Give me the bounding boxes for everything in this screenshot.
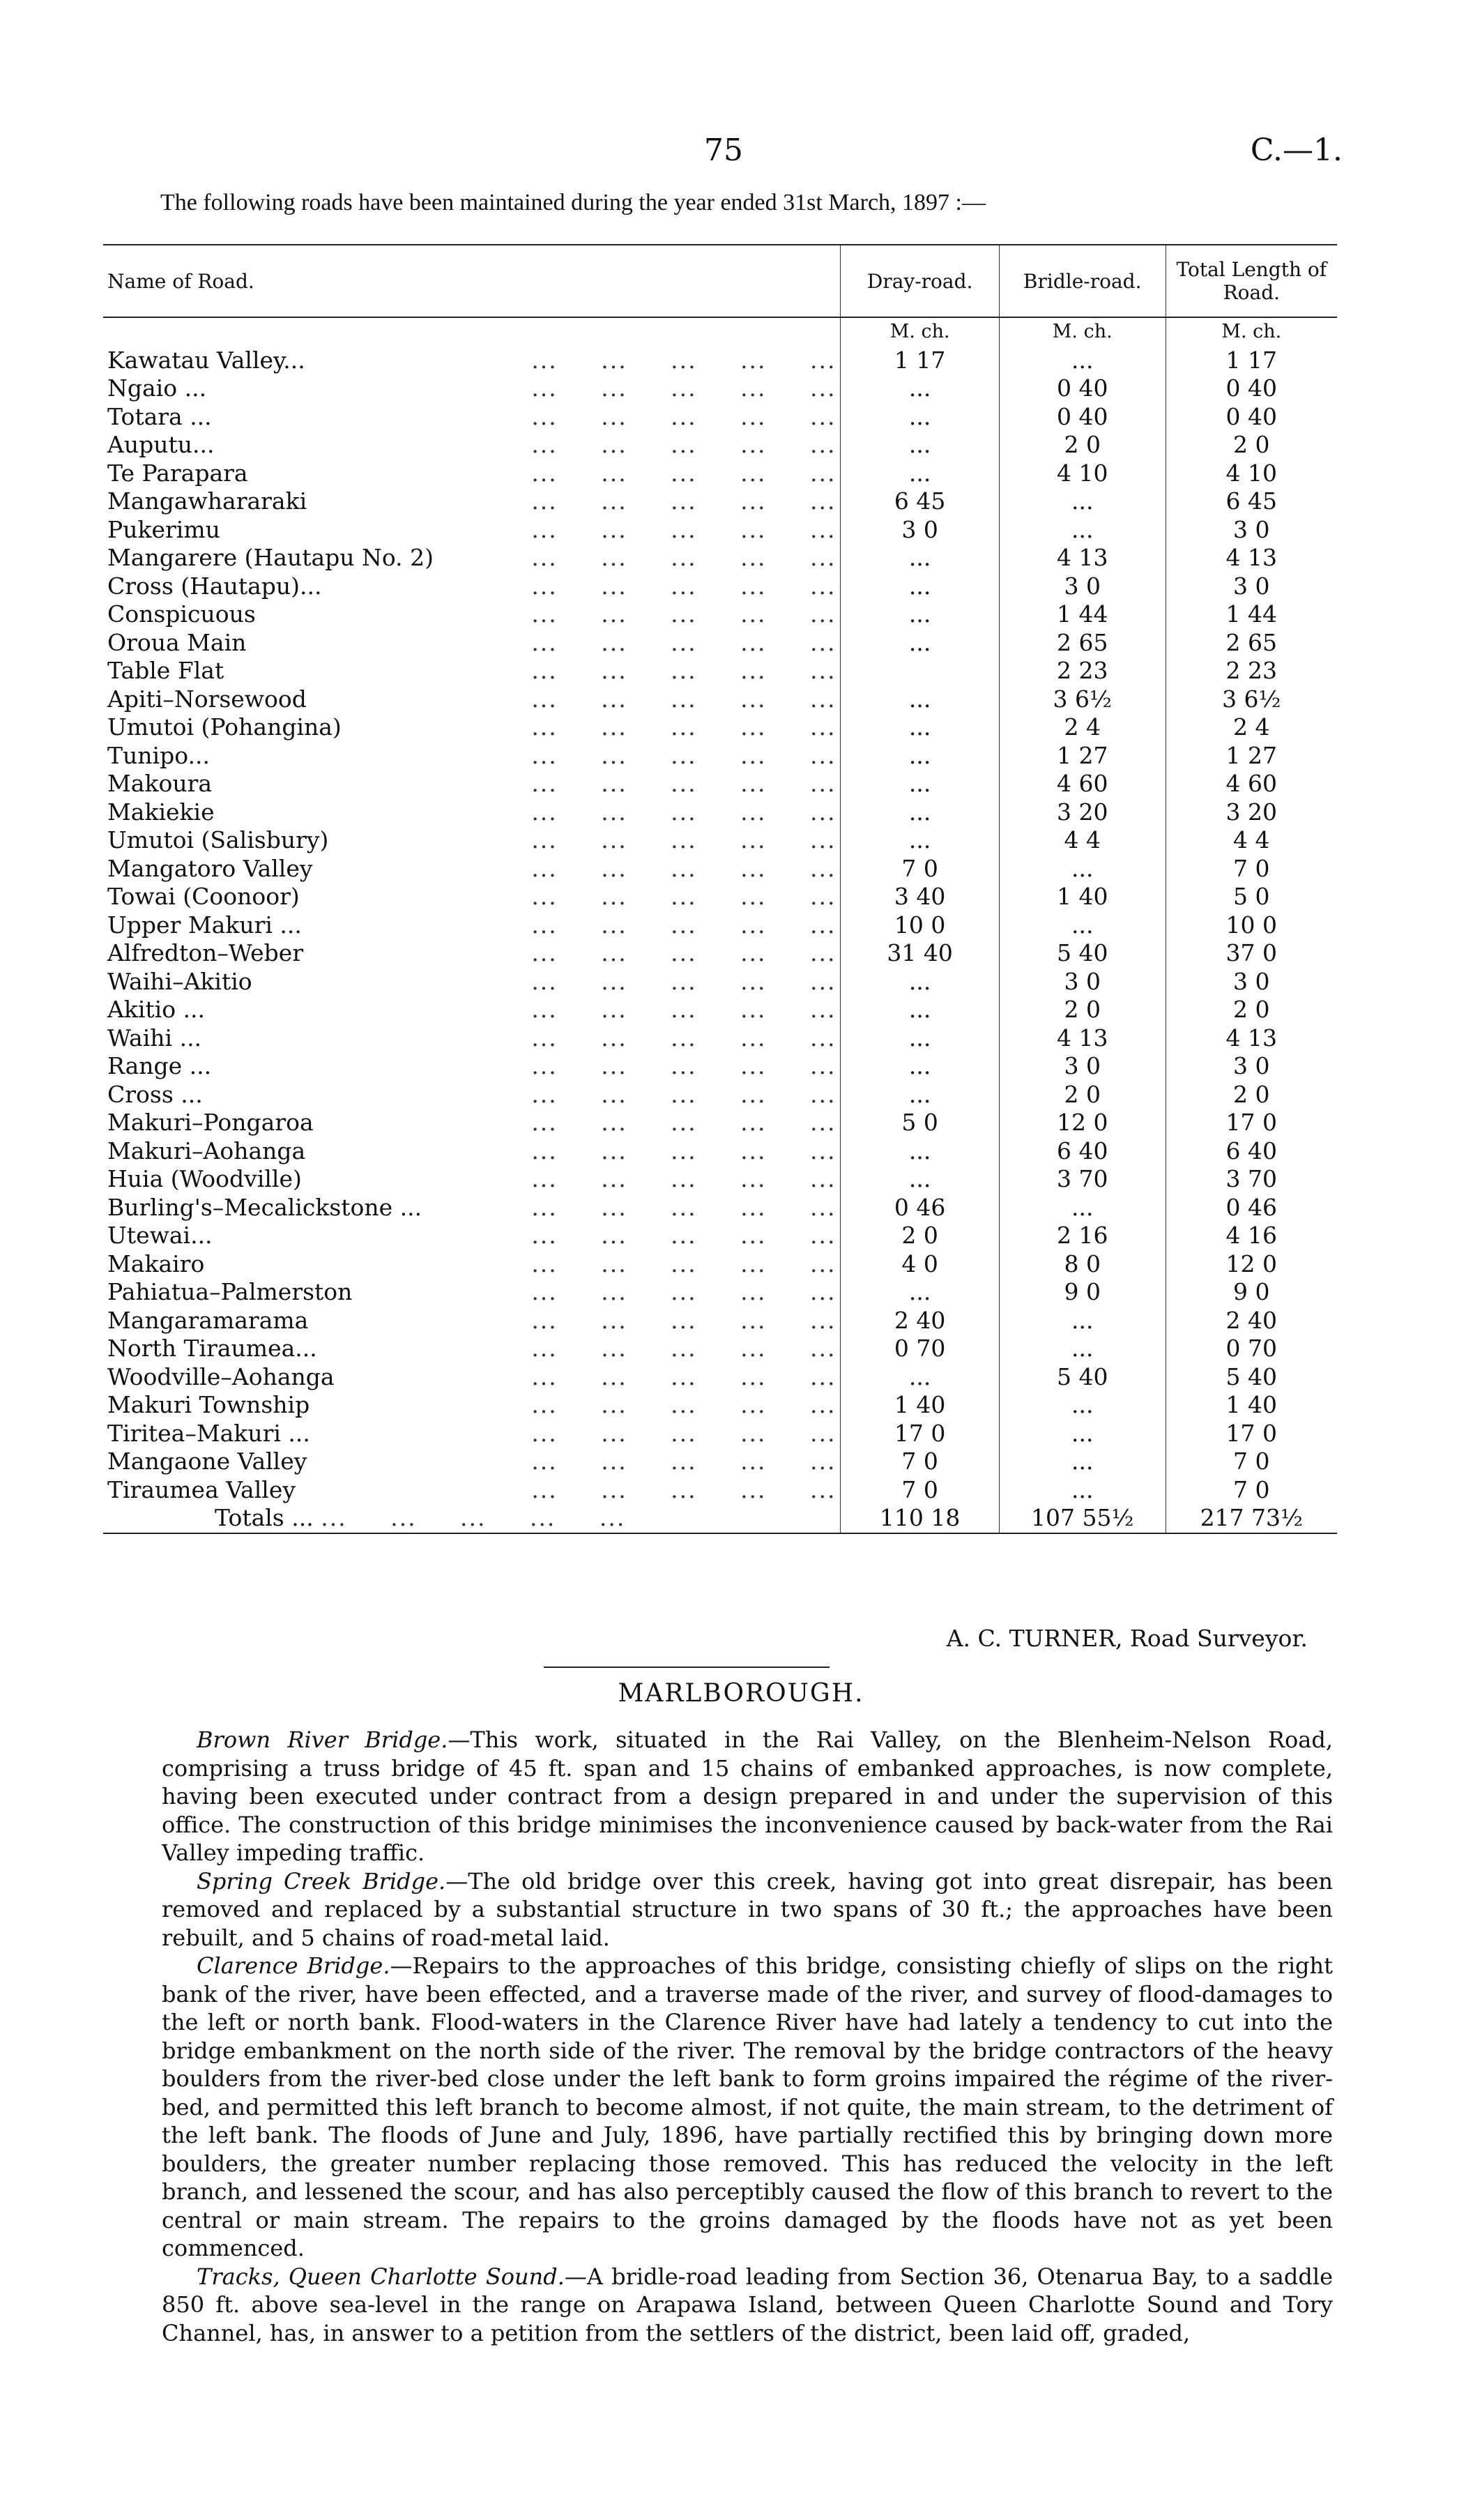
table-row [103, 1420, 1337, 1448]
table-row [103, 544, 1337, 572]
table-row [103, 1109, 1337, 1137]
dray-value: ... [908, 1052, 931, 1079]
road-name: Umutoi (Pohangina) [107, 713, 342, 741]
total-value: 4 13 [1225, 1024, 1278, 1052]
unit-row [103, 317, 1337, 347]
road-name: Makiekie [107, 798, 215, 826]
leader-dots: ... ... ... ... ... [531, 883, 837, 910]
road-name: Cross (Hautapu)... [107, 572, 322, 600]
bridle-value: ... [1071, 515, 1094, 543]
road-name: Upper Makuri ... [107, 911, 302, 939]
road-name: Alfredton–Weber [107, 939, 304, 966]
paragraph-title: Spring Creek Bridge. [197, 1867, 446, 1895]
total-value: 4 4 [1233, 826, 1270, 853]
road-name: Cross ... [107, 1080, 203, 1108]
dray-value: ... [908, 459, 931, 487]
bridle-value: ... [1071, 1335, 1094, 1362]
column-header-bridle: Bridle-road. [999, 245, 1166, 317]
bridle-value: 5 40 [1056, 1363, 1108, 1390]
leader-dots: ... ... ... ... ... [531, 911, 837, 939]
table-row [103, 657, 1337, 685]
road-name: Conspicuous [107, 600, 256, 628]
total-value: 7 0 [1233, 1475, 1270, 1503]
total-value: 4 13 [1225, 544, 1278, 571]
total-value: 2 0 [1233, 1080, 1270, 1108]
section-divider [544, 1667, 830, 1668]
dray-value: 7 0 [901, 1475, 938, 1503]
dray-value: ... [908, 544, 931, 571]
page-number: 75 [704, 132, 743, 168]
table-row [103, 1081, 1337, 1109]
leader-dots: ... ... ... ... ... [531, 939, 837, 966]
unit-label: M. ch. [841, 317, 999, 347]
road-name: Tiraumea Valley [107, 1475, 296, 1503]
total-value: 2 40 [1225, 1306, 1278, 1334]
bridle-value: ... [1071, 1193, 1094, 1221]
leader-dots: ... ... ... ... ... [531, 1475, 837, 1503]
table-row [103, 939, 1337, 968]
road-name: Te Parapara [107, 459, 248, 487]
bridle-value: 6 40 [1056, 1137, 1108, 1164]
road-name: Oroua Main [107, 628, 247, 656]
totals-row: Totals ... ... ... ... ... ... 110 18 107 55½ 217 73½ [103, 1504, 1337, 1533]
dray-value: ... [908, 685, 931, 713]
paragraph-text: —This work, situated in the Rai Valley, on the Blenheim-Nelson Road, comprising a truss bridge of 45 ft. span and 15 chains of embanked approaches, is now complete, having been executed under contract from a design prepared in and under the supervision of this office. The construction of this bridge minimises the inconvenience caused by back-water from the Rai Valley impeding traffic. [162, 1726, 1334, 1866]
total-value: 17 0 [1225, 1419, 1278, 1447]
road-name: Waihi ... [107, 1024, 202, 1052]
bridle-value: 2 23 [1056, 657, 1108, 684]
dray-value: ... [908, 628, 931, 656]
bridle-value: ... [1071, 1391, 1094, 1418]
total-value: 2 0 [1233, 431, 1270, 458]
total-value: 3 0 [1233, 515, 1270, 543]
total-value: 2 23 [1225, 657, 1278, 684]
table-row [103, 374, 1337, 403]
leader-dots: ... ... ... ... ... [531, 967, 837, 995]
table-row [103, 347, 1337, 375]
dray-value: ... [908, 741, 931, 769]
road-name: Utewai... [107, 1222, 213, 1249]
total-value: 4 10 [1225, 459, 1278, 487]
bridle-value: 3 0 [1064, 967, 1101, 995]
leader-dots: ... ... ... ... ... [531, 459, 837, 487]
road-name: Pahiatua–Palmerston [107, 1278, 353, 1305]
leader-dots: ... ... ... ... ... [531, 854, 837, 882]
road-name: Makuri Township [107, 1391, 310, 1418]
bridle-value: ... [1071, 487, 1094, 515]
total-value: 6 40 [1225, 1137, 1278, 1164]
dray-value: ... [908, 374, 931, 402]
bridle-value: 1 40 [1056, 883, 1108, 910]
total-value: 0 70 [1225, 1335, 1278, 1362]
dray-value: 7 0 [901, 1448, 938, 1475]
leader-dots: ... ... ... ... ... [531, 798, 837, 826]
leader-dots: ... ... ... ... ... [531, 487, 837, 515]
table-header-row [103, 245, 1337, 317]
dray-value: 0 46 [894, 1193, 946, 1221]
table-row [103, 487, 1337, 516]
total-value: 17 0 [1225, 1109, 1278, 1136]
dray-value: 4 0 [901, 1250, 938, 1277]
total-value: 1 27 [1225, 741, 1278, 769]
total-value: 9 0 [1233, 1278, 1270, 1305]
leader-dots: ... ... ... ... ... [531, 1391, 837, 1418]
leader-dots: ... ... ... ... ... [531, 1306, 837, 1334]
total-value: 3 70 [1225, 1165, 1278, 1192]
bridle-value: 1 27 [1056, 741, 1108, 769]
bridle-value: 8 0 [1064, 1250, 1101, 1277]
road-name: Mangaramarama [107, 1306, 309, 1334]
dray-value: ... [908, 572, 931, 600]
bridle-value: 2 0 [1064, 431, 1101, 458]
road-name: Pukerimu [107, 515, 220, 543]
total-value: 4 16 [1225, 1222, 1278, 1249]
table-row [103, 742, 1337, 771]
road-name: Kawatau Valley... [107, 346, 305, 374]
leader-dots: ... ... ... ... ... [531, 1080, 837, 1108]
road-name: Tunipo... [107, 741, 210, 769]
leader-dots: ... ... ... ... ... [531, 374, 837, 402]
dray-value: ... [908, 1363, 931, 1390]
dray-value: 0 70 [894, 1335, 946, 1362]
document-reference: C.—1. [1250, 132, 1343, 168]
road-name: Mangarere (Hautapu No. 2) [107, 544, 434, 571]
bridle-value: 9 0 [1064, 1278, 1101, 1305]
leader-dots: ... ... ... ... ... [531, 1193, 837, 1221]
total-value: 3 0 [1233, 1052, 1270, 1079]
bridle-value: 0 40 [1056, 374, 1108, 402]
table-row [103, 1165, 1337, 1194]
leader-dots: ... ... ... ... ... [531, 544, 837, 571]
leader-dots: ... ... ... ... ... [531, 1335, 837, 1362]
paragraph [162, 1726, 1333, 1867]
leader-dots: ... ... ... ... ... [531, 1448, 837, 1475]
table-row [103, 1278, 1337, 1307]
road-name: Makuri–Aohanga [107, 1137, 306, 1164]
road-name: Towai (Coonoor) [107, 883, 300, 910]
leader-dots: ... ... ... ... ... [531, 1419, 837, 1447]
table-row [103, 460, 1337, 488]
table-row [103, 431, 1337, 460]
table-row [103, 1363, 1337, 1392]
dray-value: 7 0 [901, 854, 938, 882]
leader-dots: ... ... ... ... ... [531, 1137, 837, 1164]
table-row [103, 572, 1337, 601]
roads-table [103, 244, 1337, 1534]
road-name: Mangaone Valley [107, 1448, 307, 1475]
bridle-value: 5 40 [1056, 939, 1108, 966]
leader-dots: ... ... ... ... ... [531, 713, 837, 741]
table-row [103, 855, 1337, 883]
bridle-value: 3 70 [1056, 1165, 1108, 1192]
dray-value: 10 0 [894, 911, 946, 939]
leader-dots: ... ... ... ... ... [531, 1052, 837, 1079]
leader-dots: ... ... ... ... ... [531, 1165, 837, 1192]
total-value: 1 44 [1225, 600, 1278, 628]
section-title: MARLBOROUGH. [618, 1679, 864, 1708]
table-row [103, 685, 1337, 714]
bridle-value: 3 20 [1056, 798, 1108, 826]
table-row [103, 996, 1337, 1024]
paragraph-text: —Repairs to the approaches of this bridge, consisting chiefly of slips on the right bank of the river, have been effected, and a traverse made of the river, and survey of flood-damages to the left or north bank. Flood-waters in the Clarence River have had lately a tendency to cut into the bridge embankment on the north side of the river. The removal by the bridge contractors of the heavy boulders from the river-bed close under the left bank to form groins impaired the régime of the river-bed, and permitted this left branch to become almost, if not quite, the main stream, to the detriment of the left bank. The floods of June and July, 1896, have partially rectified this by bringing down more boulders, the greater number replacing those removed. This has reduced the velocity in the left branch, and lessened the scour, and has also perceptibly caused the flow of this branch to revert to the central or main stream. The repairs to the groins damaged by the floods have not as yet been commenced. [162, 1952, 1334, 2261]
total-value: 0 46 [1225, 1193, 1278, 1221]
total-value: 3 6½ [1222, 685, 1281, 713]
road-name: Totara ... [107, 402, 212, 430]
paragraph [162, 2263, 1333, 2348]
bridle-value: 4 13 [1056, 544, 1108, 571]
table-row [103, 600, 1337, 629]
total-value: 7 0 [1233, 854, 1270, 882]
road-name: Ngaio ... [107, 374, 207, 402]
dray-value: ... [908, 770, 931, 797]
unit-label: M. ch. [999, 317, 1166, 347]
road-name: Table Flat [107, 657, 224, 684]
leader-dots: ... ... ... ... ... [531, 600, 837, 628]
road-name: Woodville–Aohanga [107, 1363, 335, 1390]
bridle-value: 4 10 [1056, 459, 1108, 487]
paragraph-title: Tracks, Queen Charlotte Sound. [197, 2263, 565, 2290]
bridle-value: ... [1071, 1448, 1094, 1475]
paragraph [162, 1867, 1333, 1952]
bridle-value: 3 6½ [1053, 685, 1112, 713]
road-name: Waihi–Akitio [107, 967, 252, 995]
bridle-value: 4 13 [1056, 1024, 1108, 1052]
dray-value: 2 0 [901, 1222, 938, 1249]
bridle-value: 0 40 [1056, 402, 1108, 430]
bridle-value: 2 0 [1064, 996, 1101, 1023]
total-value: 37 0 [1225, 939, 1278, 966]
table-row [103, 1335, 1337, 1363]
road-name: Akitio ... [107, 996, 206, 1023]
road-name: Huia (Woodville) [107, 1165, 302, 1192]
road-name: Mangatoro Valley [107, 854, 313, 882]
total-value: 7 0 [1233, 1448, 1270, 1475]
dray-value: 17 0 [894, 1419, 946, 1447]
dray-value: 5 0 [901, 1109, 938, 1136]
bridle-value: 4 4 [1064, 826, 1101, 853]
paragraph [162, 1952, 1333, 2263]
dray-value: 2 40 [894, 1306, 946, 1334]
total-value: 2 4 [1233, 713, 1270, 741]
dray-value: 6 45 [894, 487, 946, 515]
dray-value: ... [908, 826, 931, 853]
table-row [103, 1137, 1337, 1166]
column-header-total: Total Length of Road. [1166, 245, 1337, 317]
road-name: Umutoi (Salisbury) [107, 826, 329, 853]
leader-dots: ... ... ... ... ... [531, 1250, 837, 1277]
total-value: 5 40 [1225, 1363, 1278, 1390]
totals-bridle: 107 55½ [999, 1504, 1166, 1533]
bridle-value: ... [1071, 1419, 1094, 1447]
total-value: 6 45 [1225, 487, 1278, 515]
paragraph-text: —The old bridge over this creek, having got into great disrepair, has been removed and replaced by a substantial structure in two spans of 30 ft.; the approaches have been rebuilt, and 5 chains of road-metal laid. [162, 1867, 1333, 1951]
road-name: Range ... [107, 1052, 212, 1079]
table-row [103, 798, 1337, 827]
bridle-value: 2 65 [1056, 628, 1108, 656]
dray-value: ... [908, 967, 931, 995]
total-value: 3 20 [1225, 798, 1278, 826]
leader-dots: ... ... ... ... ... [531, 1109, 837, 1136]
dray-value: ... [908, 713, 931, 741]
table-row [103, 1194, 1337, 1222]
leader-dots: ... ... ... ... ... [531, 996, 837, 1023]
table-row [103, 770, 1337, 798]
road-name: Apiti–Norsewood [107, 685, 307, 713]
unit-label: M. ch. [1166, 317, 1337, 347]
totals-total: 217 73½ [1166, 1504, 1337, 1533]
dray-value: 1 17 [894, 346, 946, 374]
road-name: Burling's–Mecalickstone ... [107, 1193, 422, 1221]
total-value: 3 0 [1233, 967, 1270, 995]
total-value: 0 40 [1225, 402, 1278, 430]
table-row [103, 1250, 1337, 1279]
dray-value: 3 40 [894, 883, 946, 910]
table-row [103, 1448, 1337, 1476]
totals-label: Totals ... [215, 1504, 314, 1531]
total-value: 12 0 [1225, 1250, 1278, 1277]
table-row [103, 1052, 1337, 1081]
dray-value: ... [908, 402, 931, 430]
table-row [103, 911, 1337, 940]
leader-dots: ... ... ... ... ... [531, 741, 837, 769]
body-text [162, 1726, 1333, 2347]
dray-value: 31 40 [887, 939, 953, 966]
bridle-value: 2 16 [1056, 1222, 1108, 1249]
bridle-value: ... [1071, 854, 1094, 882]
leader-dots: ... ... ... ... ... [531, 1363, 837, 1390]
leader-dots: ... ... ... ... ... [531, 770, 837, 797]
road-name: Mangawhararaki [107, 487, 307, 515]
total-value: 10 0 [1225, 911, 1278, 939]
leader-dots: ... ... ... ... ... [531, 1278, 837, 1305]
table-row [103, 1476, 1337, 1505]
column-header-dray: Dray-road. [841, 245, 999, 317]
bridle-value: 12 0 [1056, 1109, 1108, 1136]
dray-value: ... [908, 798, 931, 826]
dray-value: ... [908, 996, 931, 1023]
dray-value: ... [908, 1080, 931, 1108]
bridle-value: ... [1071, 1306, 1094, 1334]
table-row [103, 826, 1337, 855]
bridle-value: 2 0 [1064, 1080, 1101, 1108]
column-header-name: Name of Road. [103, 245, 841, 317]
dray-value: ... [908, 1024, 931, 1052]
dray-value: 1 40 [894, 1391, 946, 1418]
leader-dots: ... ... ... ... ... [531, 657, 837, 684]
paragraph-title: Clarence Bridge. [197, 1952, 390, 1979]
dray-value: 3 0 [901, 515, 938, 543]
bridle-value: 3 0 [1064, 572, 1101, 600]
bridle-value: 3 0 [1064, 1052, 1101, 1079]
total-value: 4 60 [1225, 770, 1278, 797]
bridle-value: 2 4 [1064, 713, 1101, 741]
table-row [103, 1391, 1337, 1420]
total-value: 2 65 [1225, 628, 1278, 656]
paragraph-text: —A bridle-road leading from Section 36, Otenarua Bay, to a saddle 850 ft. above sea-level in the range on Arapawa Island, between Queen Charlotte Sound and Tory Channel, has, in answer to a petition from the settlers of the district, been laid off, graded, [162, 2263, 1334, 2346]
table-row [103, 1222, 1337, 1250]
bridle-value: ... [1071, 1475, 1094, 1503]
total-value: 2 0 [1233, 996, 1270, 1023]
road-name: Auputu... [107, 431, 215, 458]
total-value: 3 0 [1233, 572, 1270, 600]
total-value: 1 40 [1225, 1391, 1278, 1418]
dray-value: ... [908, 1137, 931, 1164]
table-row [103, 968, 1337, 996]
leader-dots: ... ... ... ... ... [531, 346, 837, 374]
dray-value: ... [908, 1278, 931, 1305]
table-row [103, 1307, 1337, 1335]
road-name: Makuri–Pongaroa [107, 1109, 314, 1136]
table-row [103, 516, 1337, 545]
dray-value: ... [908, 431, 931, 458]
leader-dots: ... ... ... ... ... [531, 431, 837, 458]
road-name: Tiritea–Makuri ... [107, 1419, 310, 1447]
bridle-value: 1 44 [1056, 600, 1108, 628]
bridle-value: ... [1071, 346, 1094, 374]
road-name: Makoura [107, 770, 213, 797]
total-value: 1 17 [1225, 346, 1278, 374]
signature: A. C. TURNER, Road Surveyor. [946, 1625, 1308, 1652]
leader-dots: ... ... ... ... ... [531, 826, 837, 853]
leader-dots: ... ... ... ... ... [531, 402, 837, 430]
table-intro: The following roads have been maintained during the year ended 31st March, 1897 :— [160, 190, 986, 215]
leader-dots: ... ... ... ... ... [531, 1024, 837, 1052]
table-row [103, 713, 1337, 742]
bridle-value: ... [1071, 911, 1094, 939]
road-name: Makairo [107, 1250, 205, 1277]
leader-dots: ... ... ... ... ... [531, 628, 837, 656]
total-value: 0 40 [1225, 374, 1278, 402]
leader-dots: ... ... ... ... ... [531, 1222, 837, 1249]
table-row [103, 629, 1337, 658]
leader-dots: ... ... ... ... ... [531, 572, 837, 600]
bridle-value: 4 60 [1056, 770, 1108, 797]
leader-dots: ... ... ... ... ... [531, 515, 837, 543]
table-row [103, 883, 1337, 911]
paragraph-title: Brown River Bridge. [197, 1726, 448, 1753]
road-name: North Tiraumea... [107, 1335, 317, 1362]
dray-value: ... [908, 600, 931, 628]
table-row [103, 403, 1337, 432]
totals-dray: 110 18 [841, 1504, 999, 1533]
leader-dots: ... ... ... ... ... [531, 685, 837, 713]
total-value: 5 0 [1233, 883, 1270, 910]
dray-value: ... [908, 1165, 931, 1192]
table-row [103, 1024, 1337, 1053]
